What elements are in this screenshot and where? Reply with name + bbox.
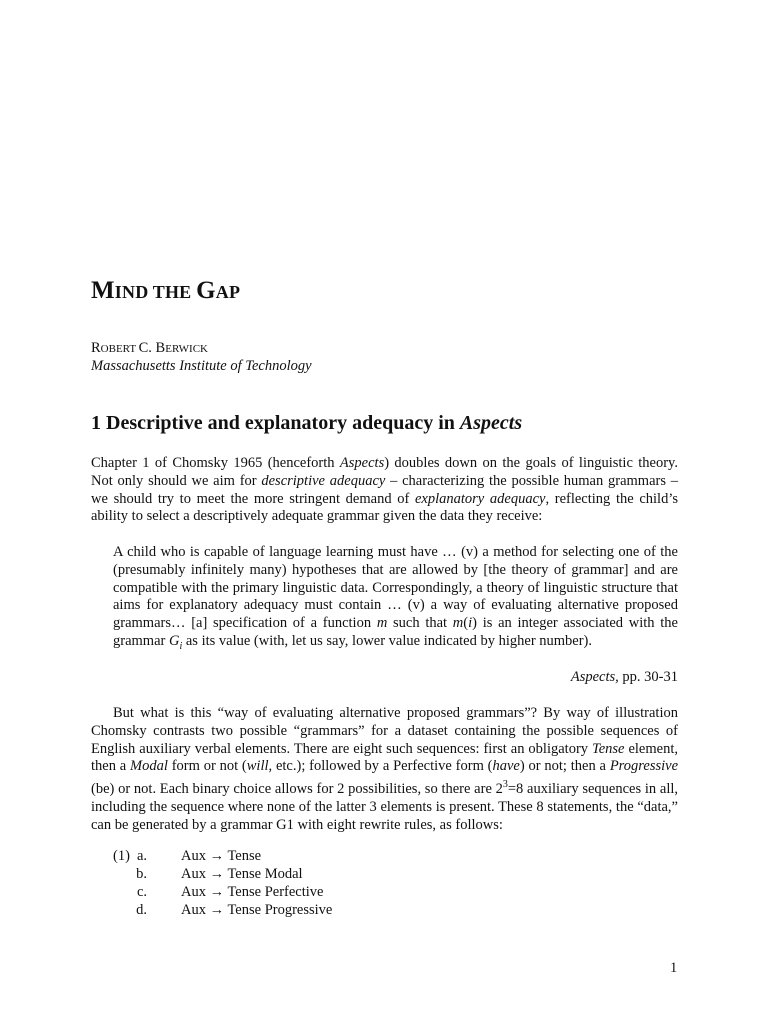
paragraph-intro: Chapter 1 of Chomsky 1965 (henceforth Aspects) doubles down on the goals of linguistic theory. Not only should we aim for descriptive adequacy – characterizing the possible human grammars – we should try to meet the more stringent demand of explanatory adequacy, reflecting the child’s ability to select a descriptively adequate grammar given the data they receive: (91, 455, 679, 525)
section-heading: 1 Descriptive and explanatory adequacy in Aspects (91, 412, 523, 434)
example-rule: Aux → Tense (181, 848, 262, 864)
example-rule: Aux → Tense Perfective (181, 884, 324, 900)
author-name: ROBERT C. BERWICK (91, 340, 208, 356)
example-letter: d. (136, 902, 147, 918)
example-rule: Aux → Tense Modal (181, 866, 303, 882)
example-number: (1) (113, 848, 130, 864)
quote-citation: Aspects, pp. 30-31 (570, 669, 678, 685)
example-letter: c. (136, 884, 147, 900)
author-affiliation: Massachusetts Institute of Technology (91, 358, 312, 374)
paragraph-grammars: But what is this “way of evaluating alternative proposed grammars”? By way of illustration Chomsky contrasts two possible “grammars” for a dataset containing the possible sequences of English auxiliary verbal elements. There are eight such sequences: first an obligatory Tense element, then a Modal form or not (will, etc.); followed by a Perfective form (have) or not; then a Progressive (be) or not. Each binary choice allows for 2 possibilities, so there are $2^3=8$ auxiliary sequences in all, including the sequence where none of the latter 3 elements is present. These 8 statements, the “data,” can be generated by a grammar G1 with eight rewrite rules, as follows: (91, 705, 679, 833)
example-letter: b. (136, 866, 147, 882)
page-number: 1 (670, 960, 678, 976)
example-rule: Aux → Tense Progressive (181, 902, 333, 918)
example-letter: a. (136, 848, 147, 864)
paper-title: MIND THE GAP (91, 277, 241, 304)
block-quote: A child who is capable of language learning must have … (v) a method for selecting one of the (presumably infinitely many) hypotheses that are allowed by [the theory of grammar] and are compatible with the primary linguistic data. Correspondingly, a theory of linguistic structure that aims for explanatory adequacy must contain … (v) a way of evaluating alternative proposed grammars… [a] specification of a function m such that m(i) is an integer associated with the grammar $G_i$ as its value (with, let us say, lower value indicated by higher number). (113, 544, 678, 652)
